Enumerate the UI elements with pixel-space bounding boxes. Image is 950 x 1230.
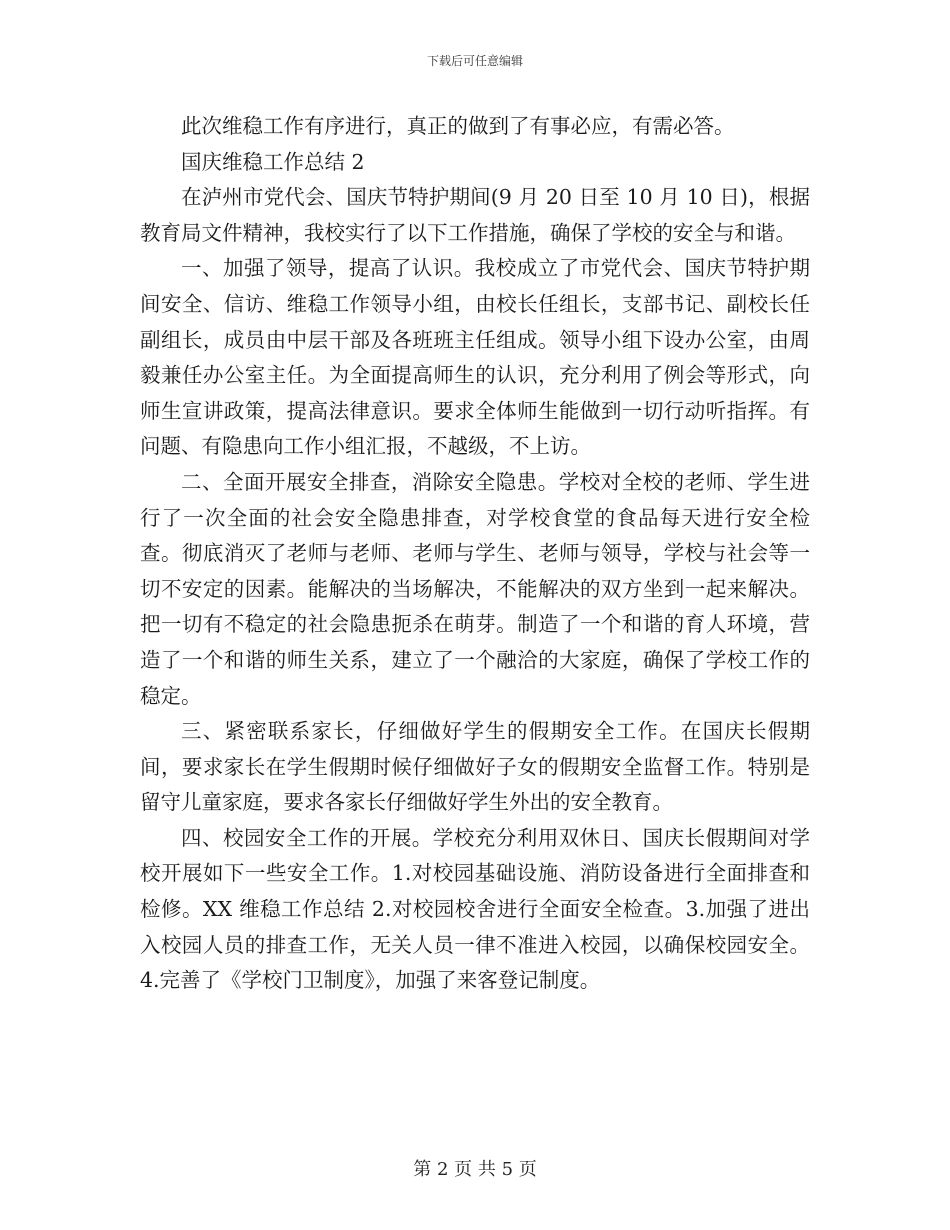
paragraph-closing-sentence: 此次维稳工作有序进行，真正的做到了有事必应，有需必答。: [181, 114, 735, 138]
paragraph-point-2: 二、全面开展安全排查，消除安全隐患。学校对全校的老师、学生进行了一次全面的社会安全隐患排查，对学校食堂的食品每天进行安全检查。彻底消灭了老师与老师、老师与学生、老师与领导，学校与社会等一切不安定的因素。能解决的当场解决，不能解决的双方坐到一起来解决。把一切有不稳定的社会隐患扼杀在萌芽。制造了一个和谐的育人环境，营造了一个和谐的师生关系，建立了一个融洽的大家庭，确保了学校工作的稳定。: [140, 469, 810, 708]
paragraph-intro: 在泸州市党代会、国庆节特护期间(9 月 20 日至 10 月 10 日)，根据教育局文件精神，我校实行了以下工作措施，确保了学校的安全与和谐。: [140, 185, 810, 245]
paragraph-point-4: 四、校园安全工作的开展。学校充分利用双休日、国庆长假期间对学校开展如下一些安全工作。1.对校园基础设施、消防设备进行全面排查和检修。XX 维稳工作总结 2.对校园校舍进行全面安全检查。3.加强了进出入校园人员的排查工作，无关人员一律不准进入校园，以确保校园安全。4.完善了《学校门卫制度》，加强了来客登记制度。: [140, 825, 810, 993]
section-heading: 国庆维稳工作总结 2: [181, 149, 365, 174]
paragraph-point-1: 一、加强了领导，提高了认识。我校成立了市党代会、国庆节特护期间安全、信访、维稳工作领导小组，由校长任组长，支部书记、副校长任副组长，成员由中层干部及各班班主任组成。领导小组下设办公室，由周毅兼任办公室主任。为全面提高师生的认识，充分利用了例会等形式，向师生宣讲政策，提高法律意识。要求全体师生能做到一切行动听指挥。有问题、有隐患向工作小组汇报，不越级，不上访。: [140, 256, 810, 459]
document-body: [140, 109, 810, 999]
page-header-note: 下载后可任意编辑: [426, 54, 523, 68]
paragraph-point-3: 三、紧密联系家长，仔细做好学生的假期安全工作。在国庆长假期间，要求家长在学生假期时候仔细做好子女的假期安全监督工作。特别是留守儿童家庭，要求各家长仔细做好学生外出的安全教育。: [140, 719, 810, 815]
page-number: 第 2 页 共 5 页: [413, 1159, 537, 1180]
